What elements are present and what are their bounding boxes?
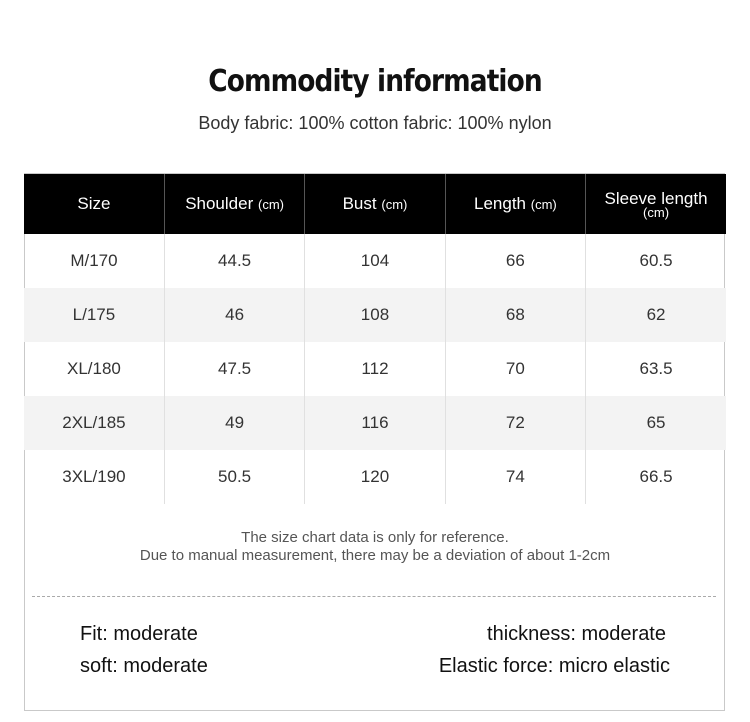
dashed-divider: [32, 596, 716, 597]
unit-label: (cm): [381, 197, 408, 212]
table-row: [24, 450, 726, 504]
cell-shoulder: 46: [164, 288, 304, 342]
page-title: Commodity information: [208, 64, 542, 99]
unit-label: (cm): [257, 197, 284, 212]
cell-size: 3XL/190: [62, 467, 126, 486]
cell-length: 72: [445, 396, 585, 450]
col-header-shoulder: Shoulder (cm): [164, 174, 304, 234]
cell-shoulder: 49: [164, 396, 304, 450]
cell-bust: 104: [305, 234, 445, 288]
table-row: [24, 288, 726, 342]
col-header-bust: Bust (cm): [305, 174, 445, 234]
cell-shoulder: 50.5: [164, 450, 304, 504]
unit-label: (cm): [530, 197, 557, 212]
cell-sleeve-length: 65: [586, 396, 726, 450]
cell-length: 70: [445, 342, 585, 396]
cell-sleeve-length: 66.5: [586, 450, 726, 504]
cell-length: 74: [445, 450, 585, 504]
thickness-attribute: thickness: moderate: [487, 623, 666, 645]
unit-label: (cm): [643, 205, 670, 220]
col-header-size: Size: [24, 174, 164, 234]
cell-sleeve-length: 60.5: [586, 234, 726, 288]
col-header-length: Length (cm): [445, 174, 585, 234]
cell-length: 66: [445, 234, 585, 288]
cell-bust: 112: [305, 342, 445, 396]
elastic-attribute: Elastic force: micro elastic: [438, 655, 670, 677]
cell-size: M/170: [70, 251, 118, 270]
table-row: [24, 234, 726, 288]
table-row: [24, 342, 726, 396]
cell-length: 68: [445, 288, 585, 342]
fit-attribute: Fit: moderate: [80, 623, 198, 645]
cell-bust: 116: [305, 396, 445, 450]
fabric-subtitle: Body fabric: 100% cotton fabric: 100% nylon: [198, 113, 552, 133]
softness-attribute: soft: moderate: [80, 655, 208, 677]
table-header-row: [24, 174, 726, 234]
col-header-sleeve-length: Sleeve length (cm): [586, 174, 726, 234]
cell-size: 2XL/185: [24, 396, 164, 450]
cell-bust: 108: [305, 288, 445, 342]
cell-size: XL/180: [67, 359, 121, 378]
reference-note: The size chart data is only for reference.: [241, 529, 509, 546]
cell-bust: 120: [305, 450, 445, 504]
deviation-note: Due to manual measurement, there may be a deviation of about 1-2cm: [139, 547, 611, 564]
cell-size: L/175: [24, 288, 164, 342]
cell-shoulder: 47.5: [164, 342, 304, 396]
cell-sleeve-length: 63.5: [586, 342, 726, 396]
size-chart-table: [24, 174, 726, 504]
table-row: [24, 396, 726, 450]
cell-shoulder: 44.5: [164, 234, 304, 288]
cell-sleeve-length: 62: [586, 288, 726, 342]
